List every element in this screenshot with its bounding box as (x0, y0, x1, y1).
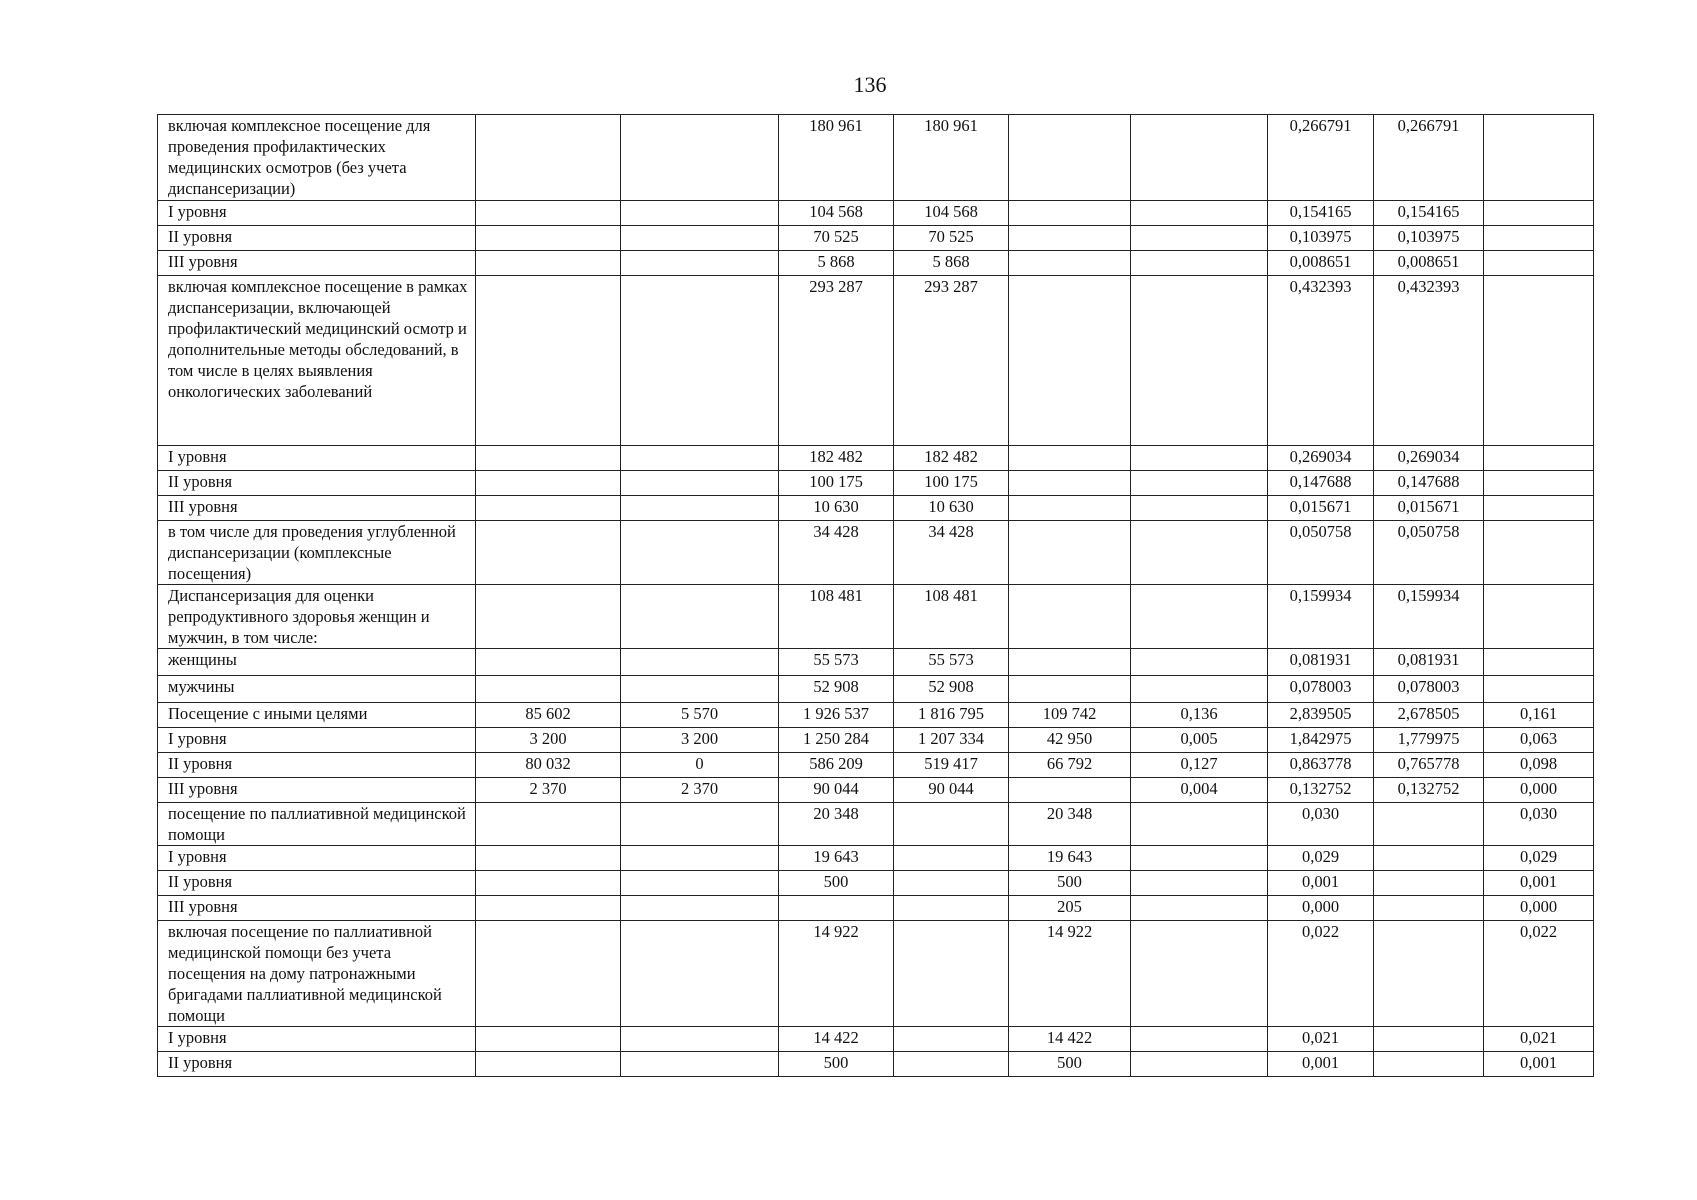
value-cell: 293 287 (894, 276, 1009, 446)
value-cell: 0,078003 (1374, 676, 1484, 703)
value-cell: 180 961 (779, 115, 894, 201)
value-cell: 5 570 (621, 703, 779, 728)
value-cell: 90 044 (779, 778, 894, 803)
value-cell: 0,081931 (1268, 649, 1374, 676)
value-cell (1009, 446, 1131, 471)
value-cell (621, 276, 779, 446)
value-cell: 80 032 (476, 753, 621, 778)
value-cell (1484, 676, 1594, 703)
row-label-cell: мужчины (158, 676, 476, 703)
row-label-cell: II уровня (158, 871, 476, 896)
row-label-cell: включая комплексное посещение для проведения профилактических медицинских осмотров (без учета диспансеризации) (158, 115, 476, 201)
value-cell (1374, 921, 1484, 1027)
value-cell: 0,015671 (1374, 496, 1484, 521)
value-cell: 14 922 (779, 921, 894, 1027)
value-cell: 0,078003 (1268, 676, 1374, 703)
value-cell: 0,015671 (1268, 496, 1374, 521)
value-cell (621, 521, 779, 585)
row-label-cell: I уровня (158, 201, 476, 226)
value-cell (621, 115, 779, 201)
value-cell: 0,008651 (1374, 251, 1484, 276)
value-cell (1484, 115, 1594, 201)
value-cell (1009, 521, 1131, 585)
value-cell (1374, 1052, 1484, 1077)
value-cell: 70 525 (779, 226, 894, 251)
value-cell (1374, 871, 1484, 896)
value-cell: 66 792 (1009, 753, 1131, 778)
value-cell (1131, 521, 1268, 585)
row-label-cell: III уровня (158, 896, 476, 921)
table-row (158, 703, 1594, 728)
value-cell: 1,779975 (1374, 728, 1484, 753)
table-row (158, 276, 1594, 446)
value-cell (1131, 1052, 1268, 1077)
row-label-cell: включая комплексное посещение в рамках диспансеризации, включающей профилактический медицинский осмотр и дополнительные методы обследований, в том числе в целях выявления онкологических заболеваний (158, 276, 476, 446)
value-cell: 0,000 (1484, 778, 1594, 803)
value-cell (476, 471, 621, 496)
value-cell (1009, 226, 1131, 251)
page-number: 136 (853, 72, 887, 97)
table-row (158, 446, 1594, 471)
value-cell: 0,863778 (1268, 753, 1374, 778)
value-cell: 20 348 (1009, 803, 1131, 846)
value-cell (894, 1027, 1009, 1052)
value-cell: 182 482 (779, 446, 894, 471)
table-row (158, 896, 1594, 921)
value-cell (476, 521, 621, 585)
value-cell (1009, 585, 1131, 649)
value-cell (621, 251, 779, 276)
value-cell: 586 209 (779, 753, 894, 778)
value-cell: 0,159934 (1268, 585, 1374, 649)
value-cell (621, 803, 779, 846)
value-cell: 0,269034 (1268, 446, 1374, 471)
value-cell: 0,004 (1131, 778, 1268, 803)
value-cell: 0,432393 (1268, 276, 1374, 446)
value-cell (1009, 676, 1131, 703)
value-cell: 90 044 (894, 778, 1009, 803)
table-row (158, 728, 1594, 753)
value-cell (621, 226, 779, 251)
value-cell: 0,103975 (1268, 226, 1374, 251)
table-row (158, 471, 1594, 496)
value-cell (894, 896, 1009, 921)
value-cell: 0,432393 (1374, 276, 1484, 446)
value-cell: 1 250 284 (779, 728, 894, 753)
value-cell (1131, 201, 1268, 226)
value-cell (1009, 471, 1131, 496)
value-cell (476, 226, 621, 251)
value-cell (1374, 846, 1484, 871)
value-cell (476, 115, 621, 201)
value-cell (476, 1052, 621, 1077)
table-row (158, 585, 1594, 649)
value-cell: 180 961 (894, 115, 1009, 201)
value-cell: 0,132752 (1268, 778, 1374, 803)
value-cell (1131, 496, 1268, 521)
value-cell (621, 896, 779, 921)
value-cell (476, 803, 621, 846)
value-cell (1131, 251, 1268, 276)
value-cell: 0,022 (1484, 921, 1594, 1027)
value-cell: 0,147688 (1268, 471, 1374, 496)
value-cell (1009, 649, 1131, 676)
value-cell: 500 (779, 871, 894, 896)
value-cell: 20 348 (779, 803, 894, 846)
value-cell: 85 602 (476, 703, 621, 728)
table-row (158, 1027, 1594, 1052)
value-cell: 0,001 (1484, 1052, 1594, 1077)
table-row (158, 521, 1594, 585)
value-cell (1484, 496, 1594, 521)
value-cell: 34 428 (779, 521, 894, 585)
value-cell (1131, 921, 1268, 1027)
value-cell (621, 496, 779, 521)
value-cell (1484, 226, 1594, 251)
row-label-cell: женщины (158, 649, 476, 676)
value-cell: 0,127 (1131, 753, 1268, 778)
row-label-cell: I уровня (158, 846, 476, 871)
value-cell: 0,081931 (1374, 649, 1484, 676)
value-cell (1484, 471, 1594, 496)
value-cell: 0,098 (1484, 753, 1594, 778)
value-cell: 104 568 (894, 201, 1009, 226)
value-cell: 0 (621, 753, 779, 778)
value-cell: 0,021 (1484, 1027, 1594, 1052)
table-row (158, 649, 1594, 676)
value-cell (1009, 251, 1131, 276)
table-row (158, 676, 1594, 703)
value-cell: 2 370 (476, 778, 621, 803)
value-cell: 0,765778 (1374, 753, 1484, 778)
value-cell: 0,159934 (1374, 585, 1484, 649)
value-cell (1131, 871, 1268, 896)
value-cell: 293 287 (779, 276, 894, 446)
value-cell (1009, 778, 1131, 803)
value-cell (894, 846, 1009, 871)
value-cell (621, 846, 779, 871)
value-cell (621, 1052, 779, 1077)
value-cell (1009, 201, 1131, 226)
value-cell (1484, 276, 1594, 446)
value-cell (621, 649, 779, 676)
value-cell (1484, 585, 1594, 649)
value-cell: 108 481 (779, 585, 894, 649)
value-cell: 109 742 (1009, 703, 1131, 728)
value-cell (476, 871, 621, 896)
value-cell (1009, 276, 1131, 446)
value-cell (1131, 115, 1268, 201)
table-row (158, 1052, 1594, 1077)
table-row (158, 871, 1594, 896)
value-cell (476, 251, 621, 276)
value-cell: 19 643 (1009, 846, 1131, 871)
value-cell: 42 950 (1009, 728, 1131, 753)
value-cell: 500 (1009, 871, 1131, 896)
value-cell (476, 496, 621, 521)
value-cell: 5 868 (779, 251, 894, 276)
value-cell: 100 175 (894, 471, 1009, 496)
value-cell: 0,029 (1484, 846, 1594, 871)
value-cell (1131, 649, 1268, 676)
value-cell: 0,029 (1268, 846, 1374, 871)
value-cell: 19 643 (779, 846, 894, 871)
value-cell: 205 (1009, 896, 1131, 921)
value-cell (1484, 649, 1594, 676)
value-cell (1131, 226, 1268, 251)
value-cell: 0,030 (1268, 803, 1374, 846)
table-row (158, 803, 1594, 846)
row-label-cell: III уровня (158, 496, 476, 521)
value-cell (621, 446, 779, 471)
row-label-cell: в том числе для проведения углубленной диспансеризации (комплексные посещения) (158, 521, 476, 585)
value-cell: 0,161 (1484, 703, 1594, 728)
value-cell (1131, 276, 1268, 446)
value-cell: 3 200 (476, 728, 621, 753)
value-cell (476, 585, 621, 649)
value-cell (1484, 251, 1594, 276)
value-cell (621, 676, 779, 703)
value-cell: 10 630 (894, 496, 1009, 521)
value-cell: 0,000 (1484, 896, 1594, 921)
value-cell: 14 422 (1009, 1027, 1131, 1052)
value-cell: 0,008651 (1268, 251, 1374, 276)
table-row (158, 846, 1594, 871)
value-cell (1131, 1027, 1268, 1052)
row-label-cell: I уровня (158, 1027, 476, 1052)
row-label-cell: I уровня (158, 446, 476, 471)
value-cell (1131, 896, 1268, 921)
value-cell: 0,022 (1268, 921, 1374, 1027)
value-cell (621, 871, 779, 896)
table-row (158, 226, 1594, 251)
table-row (158, 115, 1594, 201)
row-label-cell: I уровня (158, 728, 476, 753)
value-cell: 0,050758 (1374, 521, 1484, 585)
row-label-cell: II уровня (158, 471, 476, 496)
value-cell (1374, 896, 1484, 921)
value-cell: 14 922 (1009, 921, 1131, 1027)
value-cell (1374, 1027, 1484, 1052)
table-row (158, 753, 1594, 778)
row-label-cell: Диспансеризация для оценки репродуктивного здоровья женщин и мужчин, в том числе: (158, 585, 476, 649)
value-cell: 2,839505 (1268, 703, 1374, 728)
value-cell (894, 921, 1009, 1027)
value-cell (1131, 676, 1268, 703)
value-cell: 1,842975 (1268, 728, 1374, 753)
value-cell: 104 568 (779, 201, 894, 226)
value-cell (1131, 585, 1268, 649)
value-cell (476, 276, 621, 446)
table-row (158, 921, 1594, 1027)
value-cell: 0,030 (1484, 803, 1594, 846)
value-cell (1131, 471, 1268, 496)
value-cell (1131, 446, 1268, 471)
value-cell (1009, 496, 1131, 521)
value-cell (621, 1027, 779, 1052)
value-cell: 0,005 (1131, 728, 1268, 753)
row-label-cell: включая посещение по паллиативной медицинской помощи без учета посещения на дому патронажными бригадами паллиативной медицинской помощи (158, 921, 476, 1027)
value-cell: 182 482 (894, 446, 1009, 471)
value-cell (779, 896, 894, 921)
value-cell: 500 (779, 1052, 894, 1077)
value-cell: 70 525 (894, 226, 1009, 251)
value-cell (476, 676, 621, 703)
value-cell (1484, 521, 1594, 585)
value-cell: 0,147688 (1374, 471, 1484, 496)
value-cell: 34 428 (894, 521, 1009, 585)
value-cell (1374, 803, 1484, 846)
value-cell: 519 417 (894, 753, 1009, 778)
value-cell (621, 585, 779, 649)
value-cell: 55 573 (779, 649, 894, 676)
table-row (158, 778, 1594, 803)
value-cell: 0,050758 (1268, 521, 1374, 585)
value-cell (476, 446, 621, 471)
value-cell: 0,001 (1268, 1052, 1374, 1077)
value-cell (1484, 201, 1594, 226)
row-label-cell: посещение по паллиативной медицинской помощи (158, 803, 476, 846)
value-cell: 0,103975 (1374, 226, 1484, 251)
value-cell: 1 207 334 (894, 728, 1009, 753)
row-label-cell: II уровня (158, 753, 476, 778)
value-cell: 0,132752 (1374, 778, 1484, 803)
value-cell (476, 1027, 621, 1052)
value-cell: 0,001 (1268, 871, 1374, 896)
value-cell: 0,154165 (1268, 201, 1374, 226)
row-label-cell: II уровня (158, 1052, 476, 1077)
value-cell: 0,266791 (1268, 115, 1374, 201)
value-cell: 14 422 (779, 1027, 894, 1052)
value-cell: 52 908 (894, 676, 1009, 703)
row-label-cell: Посещение с иными целями (158, 703, 476, 728)
table-row (158, 201, 1594, 226)
value-cell (1484, 446, 1594, 471)
row-label-cell: II уровня (158, 226, 476, 251)
value-cell: 0,001 (1484, 871, 1594, 896)
value-cell: 0,021 (1268, 1027, 1374, 1052)
value-cell (1131, 846, 1268, 871)
value-cell (894, 871, 1009, 896)
value-cell (1009, 115, 1131, 201)
value-cell (476, 921, 621, 1027)
row-label-cell: III уровня (158, 251, 476, 276)
value-cell: 5 868 (894, 251, 1009, 276)
data-table (157, 114, 1594, 1077)
value-cell: 100 175 (779, 471, 894, 496)
value-cell: 0,154165 (1374, 201, 1484, 226)
value-cell: 500 (1009, 1052, 1131, 1077)
value-cell: 3 200 (621, 728, 779, 753)
value-cell (476, 649, 621, 676)
value-cell: 0,000 (1268, 896, 1374, 921)
value-cell: 0,136 (1131, 703, 1268, 728)
value-cell (476, 846, 621, 871)
value-cell (621, 471, 779, 496)
value-cell: 108 481 (894, 585, 1009, 649)
value-cell (476, 201, 621, 226)
value-cell: 2,678505 (1374, 703, 1484, 728)
value-cell: 1 926 537 (779, 703, 894, 728)
value-cell: 1 816 795 (894, 703, 1009, 728)
value-cell: 0,063 (1484, 728, 1594, 753)
value-cell (894, 803, 1009, 846)
value-cell: 52 908 (779, 676, 894, 703)
value-cell: 55 573 (894, 649, 1009, 676)
table-row (158, 496, 1594, 521)
value-cell: 0,266791 (1374, 115, 1484, 201)
value-cell (621, 201, 779, 226)
row-label-cell: III уровня (158, 778, 476, 803)
value-cell: 2 370 (621, 778, 779, 803)
value-cell (1131, 803, 1268, 846)
value-cell (621, 921, 779, 1027)
value-cell: 0,269034 (1374, 446, 1484, 471)
table-row (158, 251, 1594, 276)
value-cell (476, 896, 621, 921)
value-cell (894, 1052, 1009, 1077)
value-cell: 10 630 (779, 496, 894, 521)
